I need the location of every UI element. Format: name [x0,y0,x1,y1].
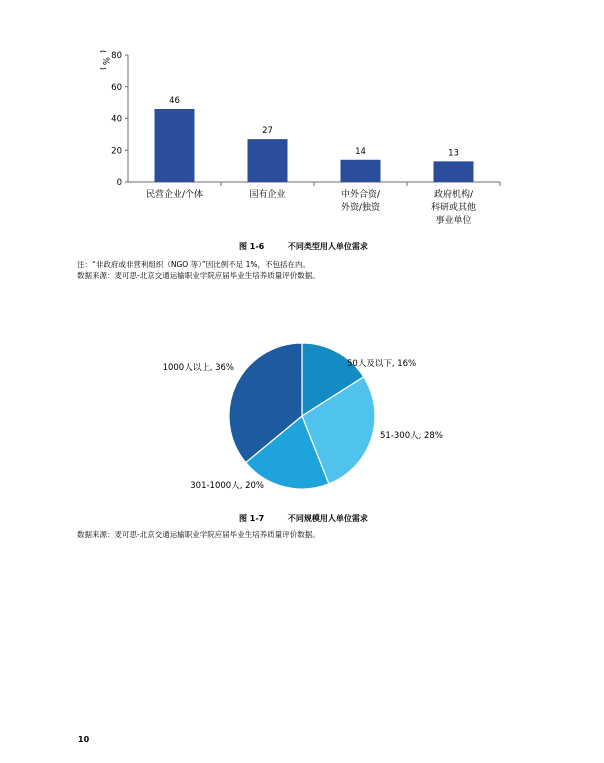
pie-chart [0,330,604,505]
bar-value-label: 14 [355,146,366,157]
y-axis-label: % [100,56,110,66]
figure-1-7-source: 数据来源：麦可思-北京交通运输职业学院应届毕业生培养质量评价数据。 [77,530,320,539]
caption-title: 不同类型用人单位需求 [287,242,368,251]
x-tick-label: 外资/独资 [340,203,381,213]
x-tick-label: 事业单位 [435,216,472,226]
y-tick-label: 60 [111,82,122,93]
x-tick-label: 民营企业/个体 [145,190,204,200]
x-tick-label: 国有企业 [249,190,286,200]
page-number: 10 [78,735,90,744]
caption-number: 图 1-6 [239,242,265,251]
figure-1-6-source: 数据来源：麦可思-北京交通运输职业学院应届毕业生培养质量评价数据。 [77,271,320,280]
y-tick-label: 0 [116,178,122,188]
pie-slice-label: 50人及以下, 16% [347,359,417,369]
bar [155,109,195,182]
y-label-bracket-top [100,51,106,52]
bar-value-label: 27 [262,126,273,137]
bar [434,161,474,182]
x-tick-label: 科研或其他 [430,203,477,213]
bar [248,139,288,182]
y-tick-label: 20 [111,146,122,157]
pie-slice-label: 51-300人, 28% [380,431,443,441]
caption-title: 不同规模用人单位需求 [287,514,368,523]
pie-slice-label: 1000人以上, 36% [162,363,234,373]
figure-1-6-caption [239,241,368,252]
bar [341,160,381,182]
figure-1-6-note: 注：“非政府或非营利组织（NGO 等）”因比例不足 1%，不包括在内。 [77,260,311,269]
caption-number: 图 1-7 [239,514,265,523]
pie-slice-label: 301-1000人, 20% [190,481,264,491]
y-tick-label: 80 [111,51,122,61]
x-tick-label: 中外合资/ [340,190,381,200]
bar-chart [0,0,604,240]
figure-1-7-caption [239,513,368,524]
y-label-bracket-bottom [100,68,106,69]
x-tick-label: 政府机构/ [433,190,474,200]
y-tick-label: 40 [111,114,122,125]
bar-value-label: 13 [448,148,459,159]
bar-value-label: 46 [169,95,180,106]
